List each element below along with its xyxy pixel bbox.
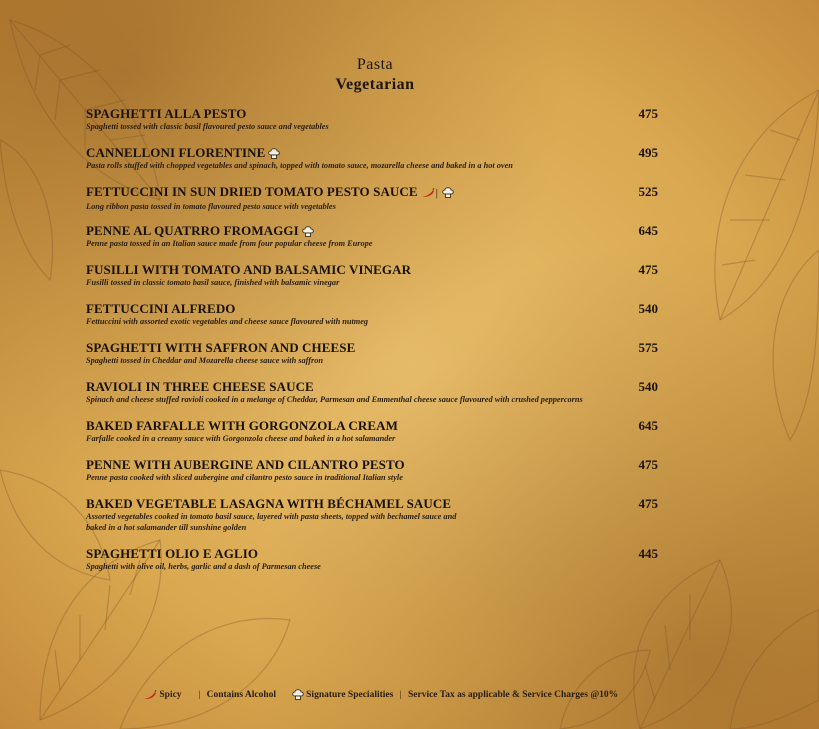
- item-description: Assorted vegetables cooked in tomato basil sauce, layered with pasta sheets, topped with bechamel sauce and: [86, 512, 457, 521]
- legend: Spicy | Contains Alcohol Signature Specialities | Service Tax as applicable & Service Charges @10%: [140, 689, 618, 702]
- menu-item: [86, 145, 660, 171]
- chili-icon: [143, 690, 157, 700]
- menu-item: [86, 418, 660, 444]
- legend-spicy: Spicy: [159, 690, 182, 701]
- item-description: Spaghetti with olive oil, herbs, garlic and a dash of Parmesan cheese: [86, 562, 321, 571]
- item-name-text: BAKED VEGETABLE LASAGNA WITH BÉCHAMEL SAUCE: [86, 496, 452, 511]
- chef-hat-icon: [442, 187, 454, 199]
- section-title: Pasta: [356, 56, 394, 73]
- item-description: Farfalle cooked in a creamy sauce with Gorgonzola cheese and baked in a hot salamander: [86, 434, 396, 443]
- chef-hat-icon: [268, 148, 280, 160]
- menu-item: [86, 106, 660, 132]
- item-name-text: RAVIOLI IN THREE CHEESE SAUCE: [86, 379, 314, 394]
- item-price: 575: [638, 340, 658, 355]
- chef-hat-icon: [302, 226, 314, 238]
- item-price: 475: [638, 262, 658, 277]
- legend-signature: Signature Specialities: [306, 690, 394, 701]
- item-description: Pasta rolls stuffed with chopped vegetables and spinach, topped with tomato sauce, mozarella cheese and baked in a hot oven: [86, 161, 513, 171]
- menu-item: [86, 301, 660, 327]
- item-description-line-2: baked in a hot salamander till sunshine golden: [86, 523, 247, 532]
- item-name-text: CANNELLONI FLORENTINE: [86, 145, 266, 160]
- item-price: 475: [638, 106, 658, 121]
- item-price: 525: [638, 184, 658, 199]
- item-name: [86, 145, 660, 160]
- menu-item: [86, 262, 660, 288]
- item-name: [86, 262, 660, 277]
- item-name-text: FUSILLI WITH TOMATO AND BALSAMIC VINEGAR: [86, 262, 412, 277]
- item-name: [86, 418, 660, 433]
- item-description: Spaghetti tossed in Cheddar and Mozarella cheese sauce with saffron: [86, 356, 324, 365]
- item-price: 645: [638, 418, 658, 433]
- item-name: [86, 546, 660, 561]
- legend-alcohol: Contains Alcohol: [206, 690, 277, 701]
- item-price: 645: [638, 223, 658, 238]
- item-name-text: FETTUCCINI IN SUN DRIED TOMATO PESTO SAUCE: [86, 184, 418, 199]
- menu-item: [86, 223, 660, 249]
- item-name-text: BAKED FARFALLE WITH GORGONZOLA CREAM: [86, 418, 399, 433]
- item-name: [86, 496, 660, 511]
- item-price: 540: [638, 301, 658, 316]
- item-name-text: FETTUCCINI ALFREDO: [86, 301, 236, 316]
- legend-tax-note: Service Tax as applicable & Service Charges @10%: [407, 690, 619, 701]
- item-price: 445: [638, 546, 658, 561]
- item-description: Spaghetti tossed with classic basil flavoured pesto sauce and vegetables: [86, 122, 329, 131]
- item-description: Fettuccini with assorted exotic vegetables and cheese sauce flavoured with nutmeg: [86, 317, 369, 326]
- alcohol-icon: |: [198, 690, 201, 701]
- menu-item: [86, 340, 660, 366]
- item-description: Penne pasta cooked with sliced aubergine and cilantro pesto sauce in traditional Italian style: [86, 473, 403, 482]
- menu-item: [86, 457, 660, 483]
- item-name: [86, 301, 660, 316]
- subsection-title: Vegetarian: [335, 76, 415, 93]
- item-description: Penne pasta tossed in an Italian sauce made from four popular cheese from Europe: [86, 239, 373, 249]
- chili-icon: [421, 188, 435, 198]
- menu-item: [86, 184, 660, 212]
- item-name-text: PENNE AL QUATRRO FROMAGGI: [86, 223, 299, 238]
- item-name-text: SPAGHETTI OLIO E AGLIO: [86, 546, 259, 561]
- item-name: [86, 379, 660, 394]
- item-price: 475: [638, 496, 658, 511]
- item-price: 475: [638, 457, 658, 472]
- menu-item: [86, 546, 660, 572]
- item-description: Long ribbon pasta tossed in tomato flavoured pesto sauce with vegetables: [86, 201, 336, 211]
- item-name: [86, 223, 660, 238]
- chef-hat-icon: [292, 689, 304, 701]
- item-price: 495: [638, 145, 658, 160]
- menu-item: [86, 496, 660, 533]
- item-name-text: SPAGHETTI WITH SAFFRON AND CHEESE: [86, 340, 356, 355]
- alcohol-icon: |: [435, 186, 438, 199]
- item-price: 540: [638, 379, 658, 394]
- item-name: [86, 340, 660, 355]
- menu-item: [86, 379, 660, 405]
- item-name: [86, 457, 660, 472]
- item-name: [86, 184, 660, 201]
- item-name: [86, 106, 660, 121]
- item-name-text: PENNE WITH AUBERGINE AND CILANTRO PESTO: [86, 457, 405, 472]
- item-description: Fusilli tossed in classic tomato basil sauce, finished with balsamic vinegar: [86, 278, 340, 287]
- item-description: Spinach and cheese stuffed ravioli cooked in a melange of Cheddar, Parmesan and Emmenthal cheese sauce flavoured with crushed peppercorns: [86, 395, 583, 404]
- item-name-text: SPAGHETTI ALLA PESTO: [86, 106, 247, 121]
